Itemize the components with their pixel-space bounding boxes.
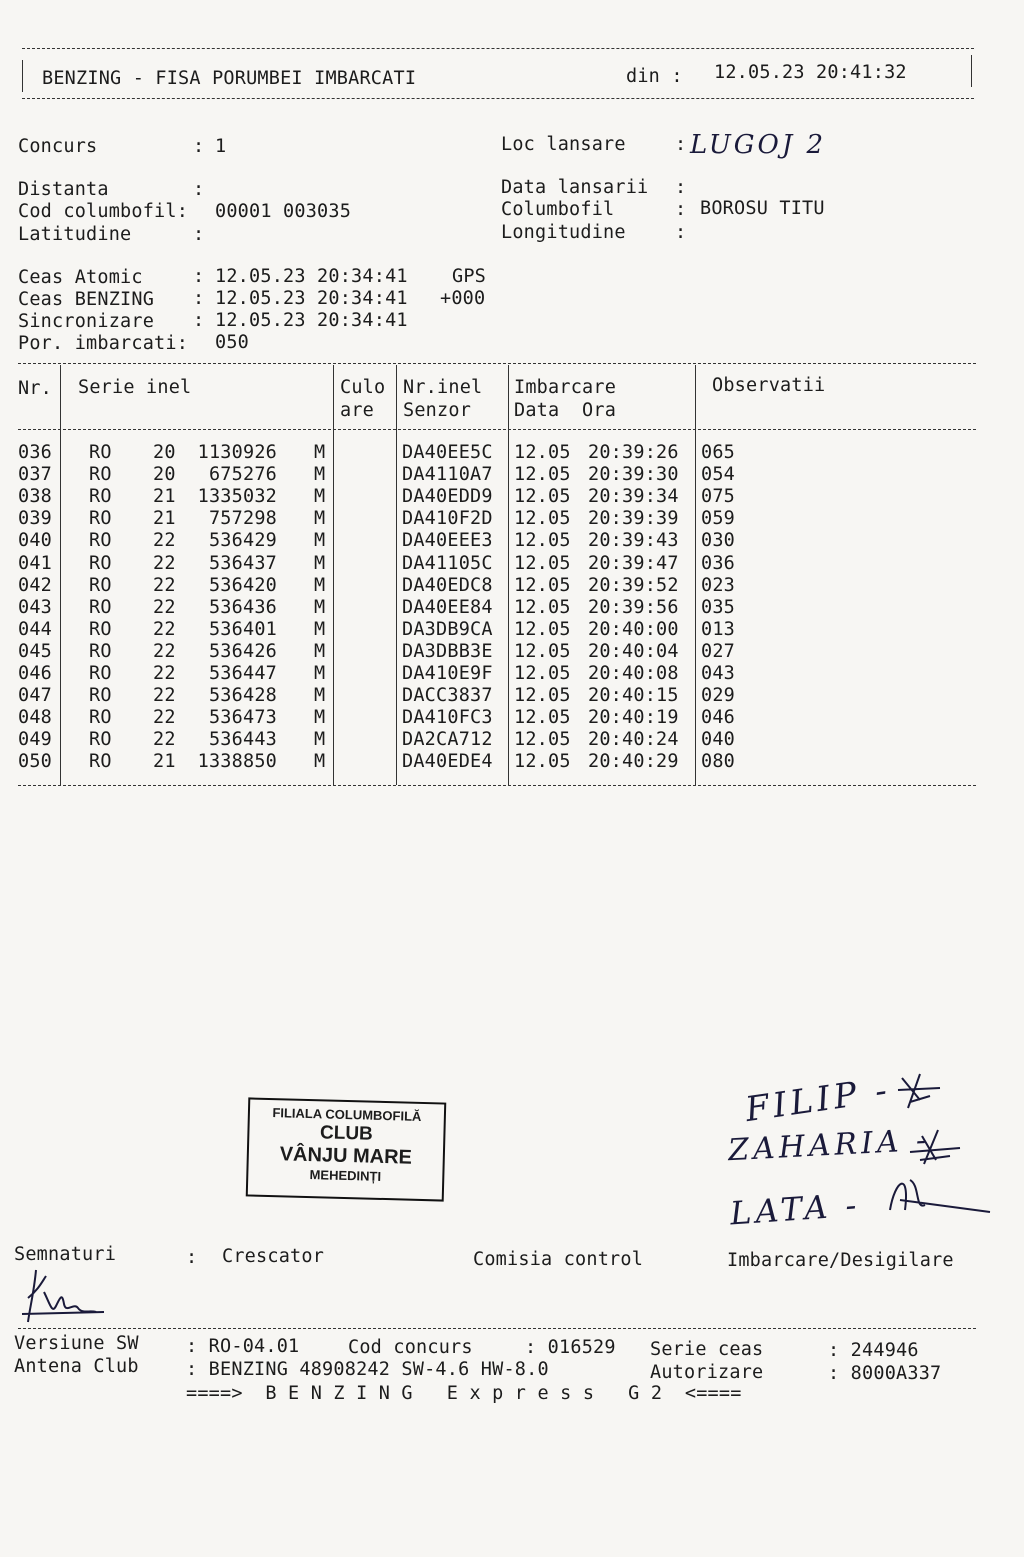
cell-country: RO — [89, 707, 112, 729]
cell-year: 22 — [153, 685, 176, 707]
cell-country: RO — [89, 574, 112, 596]
header-top-border — [22, 48, 974, 49]
cell-date: 12.05 — [514, 729, 571, 751]
cell-ring: 757298 — [208, 508, 277, 530]
cell-ring: 536436 — [208, 596, 277, 618]
versiune-label: Versiune SW — [14, 1333, 139, 1354]
cell-time: 20:39:30 — [588, 464, 679, 486]
cell-obs: 040 — [701, 729, 736, 751]
ceas-atomic-value: 12.05.23 20:34:41 — [215, 266, 408, 287]
cell-date: 12.05 — [514, 530, 571, 552]
table-row — [0, 508, 1024, 530]
cell-obs: 046 — [701, 707, 736, 729]
cell-time: 20:39:52 — [588, 574, 679, 596]
data-lansarii-colon: : — [675, 177, 687, 198]
cell-sex: M — [314, 530, 326, 552]
cell-country: RO — [89, 508, 112, 530]
cod-concurs-label: Cod concurs — [348, 1337, 473, 1358]
cell-obs: 075 — [701, 486, 736, 508]
cell-time: 20:40:08 — [588, 663, 679, 684]
cell-sex: M — [314, 707, 326, 729]
cell-date: 12.05 — [514, 640, 571, 662]
header-imbarcare-1: Imbarcare — [514, 377, 617, 398]
cell-ring: 536426 — [208, 640, 277, 662]
cell-obs: 080 — [701, 751, 736, 773]
autorizare-label: Autorizare — [650, 1362, 764, 1383]
cell-time: 20:39:56 — [588, 596, 679, 618]
cell-date: 12.05 — [514, 707, 571, 729]
cell-nr: 046 — [18, 663, 53, 684]
cell-year: 22 — [153, 552, 176, 574]
cell-year: 22 — [153, 618, 176, 640]
cell-sensor: DA410F2D — [402, 508, 493, 530]
footer-top-border — [18, 1328, 976, 1329]
cell-time: 20:39:39 — [588, 508, 679, 530]
cell-nr: 042 — [18, 574, 53, 596]
ceas-atomic-suffix: GPS — [452, 266, 487, 287]
ceas-benzing-label: Ceas BENZING — [18, 289, 155, 310]
cell-country: RO — [89, 486, 112, 508]
cell-nr: 049 — [18, 729, 53, 751]
cell-date: 12.05 — [514, 574, 571, 596]
header-bottom-border — [22, 98, 974, 99]
table-bottom-border — [18, 785, 976, 786]
cell-obs: 035 — [701, 596, 736, 618]
stamp-line-2: CLUB — [319, 1122, 374, 1145]
cell-year: 22 — [153, 596, 176, 618]
breeder-signature — [16, 1262, 106, 1332]
cell-obs: 054 — [701, 464, 736, 486]
club-stamp — [246, 1097, 447, 1201]
table-row — [0, 464, 1024, 486]
cell-sensor: DA3DBB3E — [402, 640, 493, 662]
cell-year: 22 — [153, 530, 176, 552]
cell-ring: 1130926 — [197, 442, 277, 463]
cell-time: 20:39:34 — [588, 486, 679, 508]
cell-ring: 536443 — [208, 729, 277, 751]
longitudine-label: Longitudine — [501, 222, 626, 243]
table-row — [0, 553, 1024, 575]
cell-year: 21 — [153, 508, 176, 530]
cell-sensor: DA3DB9CA — [402, 618, 493, 640]
cell-nr: 048 — [18, 707, 53, 729]
cell-date: 12.05 — [514, 618, 571, 640]
concurs-colon: : — [193, 136, 216, 157]
cell-nr: 044 — [18, 618, 53, 640]
cell-time: 20:40:04 — [588, 640, 679, 662]
cell-nr: 039 — [18, 508, 53, 530]
cell-ring: 1335032 — [197, 486, 277, 508]
cell-sensor: DA40EE84 — [402, 596, 493, 618]
cell-obs: 043 — [701, 663, 736, 684]
cell-obs: 029 — [701, 685, 736, 707]
commission-name-1: FILIP - — [742, 1070, 894, 1130]
cell-date: 12.05 — [514, 464, 571, 486]
cell-sensor: DA4110A7 — [402, 464, 493, 486]
cell-sensor: DA410FC3 — [402, 707, 493, 729]
columbofil-colon: : — [675, 199, 687, 220]
cell-ring: 1338850 — [197, 751, 277, 773]
cell-sex: M — [314, 552, 326, 574]
cell-date: 12.05 — [514, 552, 571, 574]
data-lansarii-label: Data lansarii — [501, 177, 649, 198]
cell-sensor: DA40EEE3 — [402, 530, 493, 552]
por-imbarcati-label: Por. imbarcati: — [18, 333, 189, 354]
header-observatii: Observatii — [712, 375, 826, 396]
cell-country: RO — [89, 751, 112, 773]
document-title: BENZING - FISA PORUMBEI IMBARCATI — [42, 68, 417, 89]
cell-ring: 536447 — [208, 663, 277, 684]
table-row — [0, 685, 1024, 707]
sincronizare-value: 12.05.23 20:34:41 — [215, 310, 408, 331]
cell-sex: M — [314, 663, 326, 684]
cell-date: 12.05 — [514, 685, 571, 707]
signature-imbarcare-label: Imbarcare/Desigilare — [727, 1250, 954, 1271]
cell-obs: 059 — [701, 508, 736, 530]
cell-sensor: DA40EE5C — [402, 442, 493, 463]
cell-sex: M — [314, 486, 326, 508]
loc-lansare-label: Loc lansare — [501, 134, 626, 155]
cell-sex: M — [314, 464, 326, 486]
signatures-colon: : — [186, 1247, 198, 1268]
cell-country: RO — [89, 552, 112, 574]
header-imbarcare-2: Data Ora — [514, 400, 617, 421]
cell-sex: M — [314, 508, 326, 530]
cell-sensor: DA40EDC8 — [402, 574, 493, 596]
cell-obs: 023 — [701, 574, 736, 596]
cell-time: 20:39:47 — [588, 552, 679, 574]
cell-country: RO — [89, 530, 112, 552]
header-culoare-2: are — [340, 400, 375, 421]
por-imbarcati-value: 050 — [215, 332, 250, 353]
cell-country: RO — [89, 640, 112, 662]
signature-comisia-label: Comisia control — [473, 1249, 644, 1270]
stamp-line-1: FILIALA COLUMBOFILĂ — [272, 1105, 422, 1124]
cell-obs: 065 — [701, 442, 736, 463]
columbofil-label: Columbofil — [501, 199, 615, 220]
header-culoare-1: Culo — [340, 377, 386, 398]
distanta-colon: : — [193, 179, 205, 200]
signatures-label: Semnaturi — [14, 1244, 117, 1265]
cell-country: RO — [89, 442, 112, 463]
cell-date: 12.05 — [514, 508, 571, 530]
antena-value: : BENZING 48908242 SW-4.6 HW-8.0 — [186, 1359, 549, 1380]
cell-date: 12.05 — [514, 596, 571, 618]
table-row — [0, 442, 1024, 464]
cod-columbofil-label: Cod columbofil: — [18, 201, 189, 222]
ceas-atomic-label: Ceas Atomic — [18, 267, 143, 288]
cell-nr: 043 — [18, 596, 53, 618]
autorizare-value: : 8000A337 — [828, 1363, 942, 1384]
serie-ceas-value: : 244946 — [828, 1340, 919, 1361]
cell-date: 12.05 — [514, 442, 571, 463]
header-right-border — [971, 55, 972, 87]
cell-sensor: DA2CA712 — [402, 729, 493, 751]
ceas-benzing-suffix: +000 — [440, 288, 486, 309]
table-row — [0, 751, 1024, 773]
cell-year: 20 — [153, 464, 176, 486]
cell-ring: 536429 — [208, 530, 277, 552]
table-row — [0, 597, 1024, 619]
cell-sex: M — [314, 574, 326, 596]
cell-year: 22 — [153, 640, 176, 662]
cell-country: RO — [89, 464, 112, 486]
header-serie-inel: Serie inel — [78, 377, 192, 398]
versiune-value: : RO-04.01 — [186, 1336, 300, 1357]
commission-signature-marks — [880, 1060, 1000, 1230]
loc-lansare-value: LUGOJ 2 — [690, 130, 827, 160]
distanta-label: Distanta — [18, 179, 109, 200]
cell-time: 20:40:19 — [588, 707, 679, 729]
table-row — [0, 729, 1024, 751]
cell-time: 20:40:15 — [588, 685, 679, 707]
commission-name-3: LATA - — [728, 1185, 862, 1233]
cell-date: 12.05 — [514, 663, 571, 684]
cell-time: 20:40:24 — [588, 729, 679, 751]
cell-year: 21 — [153, 751, 176, 773]
cell-obs: 013 — [701, 618, 736, 640]
table-row — [0, 575, 1024, 597]
table-row — [0, 707, 1024, 729]
cell-time: 20:39:26 — [588, 442, 679, 463]
table-header-border — [18, 429, 976, 430]
stamp-line-3: VÂNJU MARE — [279, 1143, 413, 1169]
cell-year: 22 — [153, 707, 176, 729]
cell-nr: 045 — [18, 640, 53, 662]
benzing-tagline: ====> B E N Z I N G E x p r e s s G 2 <==== — [186, 1383, 742, 1404]
cell-date: 12.05 — [514, 486, 571, 508]
header-nr-inel-1: Nr.inel — [403, 377, 483, 398]
cell-year: 22 — [153, 663, 176, 684]
cell-nr: 050 — [18, 751, 53, 773]
cell-sex: M — [314, 685, 326, 707]
ceas-atomic-colon: : — [193, 266, 205, 287]
cell-nr: 036 — [18, 442, 53, 463]
cell-year: 20 — [153, 442, 176, 463]
print-date-value: 12.05.23 20:41:32 — [714, 62, 907, 83]
columbofil-value: BOROSU TITU — [700, 198, 825, 219]
serie-ceas-label: Serie ceas — [650, 1339, 764, 1360]
cell-obs: 036 — [701, 552, 736, 574]
latitudine-colon: : — [193, 224, 205, 245]
cell-year: 22 — [153, 729, 176, 751]
cod-concurs-value: : 016529 — [525, 1337, 616, 1358]
cell-sensor: DA41105C — [402, 552, 493, 574]
commission-name-2: ZAHARIA - — [727, 1122, 931, 1169]
cell-ring: 536473 — [208, 707, 277, 729]
table-row — [0, 641, 1024, 663]
header-nr-inel-2: Senzor — [403, 400, 472, 421]
cell-nr: 041 — [18, 552, 53, 574]
table-top-border — [18, 363, 976, 364]
table-row — [0, 530, 1024, 552]
cell-ring: 536401 — [208, 618, 277, 640]
cell-sex: M — [314, 596, 326, 618]
signature-crescator-label: Crescator — [222, 1246, 325, 1267]
cell-ring: 675276 — [208, 464, 277, 486]
sincronizare-label: Sincronizare — [18, 311, 155, 332]
cell-sex: M — [314, 442, 326, 463]
cell-obs: 027 — [701, 640, 736, 662]
cell-year: 21 — [153, 486, 176, 508]
latitudine-label: Latitudine — [18, 224, 132, 245]
cell-time: 20:40:00 — [588, 618, 679, 640]
cell-country: RO — [89, 663, 112, 684]
cell-sensor: DA410E9F — [402, 663, 493, 684]
cell-sex: M — [314, 640, 326, 662]
print-date-label: din : — [626, 66, 683, 87]
table-row — [0, 619, 1024, 641]
longitudine-colon: : — [675, 222, 687, 243]
cell-time: 20:40:29 — [588, 751, 679, 773]
cell-ring: 536428 — [208, 685, 277, 707]
cell-sensor: DA40EDE4 — [402, 751, 493, 773]
cell-obs: 030 — [701, 530, 736, 552]
cell-sensor: DA40EDD9 — [402, 486, 493, 508]
stamp-line-4: MEHEDINȚI — [309, 1167, 382, 1184]
concurs-label: Concurs — [18, 136, 98, 157]
cell-country: RO — [89, 729, 112, 751]
cell-nr: 047 — [18, 685, 53, 707]
cell-country: RO — [89, 618, 112, 640]
antena-label: Antena Club — [14, 1356, 139, 1377]
concurs-value: 1 — [215, 136, 227, 157]
cell-sex: M — [314, 729, 326, 751]
cell-date: 12.05 — [514, 751, 571, 773]
cell-sex: M — [314, 618, 326, 640]
header-nr: Nr. — [18, 378, 53, 399]
cod-columbofil-value: 00001 003035 — [215, 201, 352, 222]
cell-time: 20:39:43 — [588, 530, 679, 552]
loc-lansare-colon: : — [675, 134, 687, 155]
ceas-benzing-colon: : — [193, 288, 205, 309]
cell-year: 22 — [153, 574, 176, 596]
cell-ring: 536420 — [208, 574, 277, 596]
cell-country: RO — [89, 685, 112, 707]
cell-nr: 037 — [18, 464, 53, 486]
table-row — [0, 663, 1024, 685]
table-row — [0, 486, 1024, 508]
cell-country: RO — [89, 596, 112, 618]
ceas-benzing-value: 12.05.23 20:34:41 — [215, 288, 408, 309]
header-left-border — [22, 60, 23, 92]
cell-sensor: DACC3837 — [402, 685, 493, 707]
cell-nr: 038 — [18, 486, 53, 508]
cell-ring: 536437 — [208, 552, 277, 574]
sincronizare-colon: : — [193, 310, 205, 331]
cell-sex: M — [314, 751, 326, 773]
cell-nr: 040 — [18, 530, 53, 552]
